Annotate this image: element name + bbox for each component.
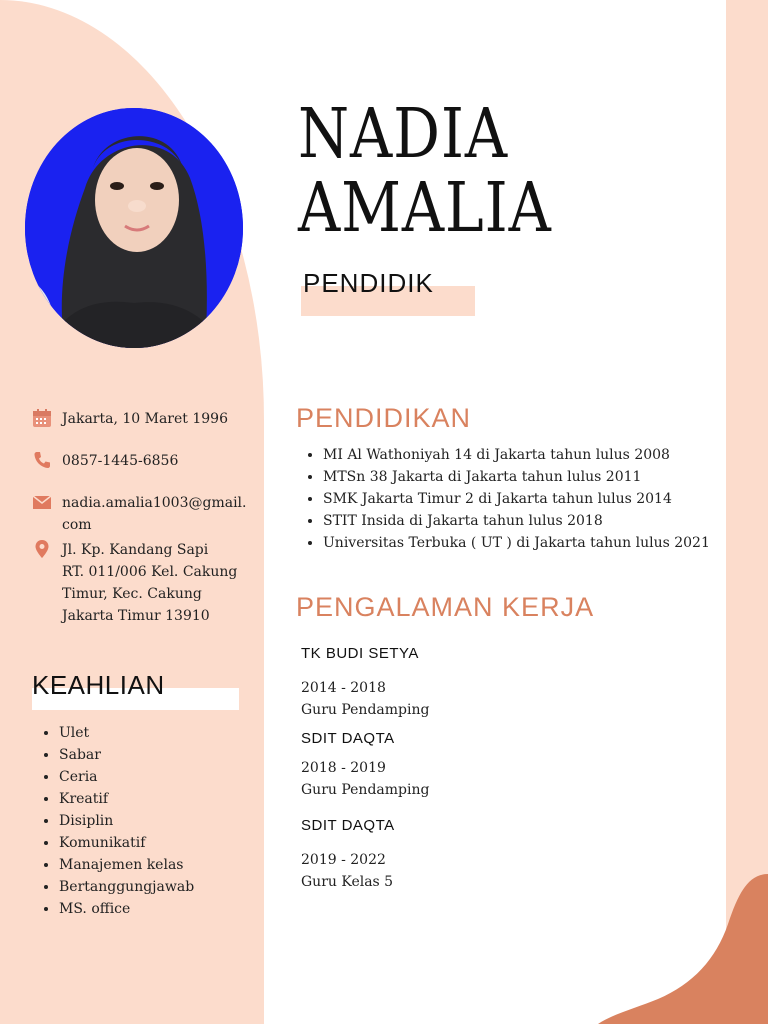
role-title: PENDIDIK — [303, 268, 434, 298]
skills-list — [24, 722, 194, 920]
skill-item: • Disiplin — [59, 810, 194, 832]
birth-text: Jakarta, 10 Maret 1996 — [62, 411, 228, 427]
experience-title: PENGALAMAN KERJA — [296, 592, 595, 622]
education-item: • MTSn 38 Jakarta di Jakarta tahun lulus 2011 — [323, 466, 710, 488]
last-name: AMALIA — [298, 169, 552, 248]
address-line: Jl. Kp. Kandang Sapi — [62, 542, 209, 558]
education-item: • STIT Insida di Jakarta tahun lulus 2018 — [323, 510, 710, 532]
address-line: RT. 011/006 Kel. Cakung — [62, 564, 238, 580]
skill-item: • Komunikatif — [59, 832, 194, 854]
skill-item: • Ulet — [59, 722, 194, 744]
skill-item: • MS. office — [59, 898, 194, 920]
full-name — [298, 95, 552, 248]
job-position: Guru Kelas 5 — [301, 874, 394, 890]
education-item: • MI Al Wathoniyah 14 di Jakarta tahun lulus 2008 — [323, 444, 710, 466]
skill-item: • Sabar — [59, 744, 194, 766]
calendar-icon — [32, 408, 52, 428]
phone-text[interactable]: 0857-1445-6856 — [62, 453, 179, 469]
skills-title: KEAHLIAN — [32, 670, 165, 700]
job-company: SDIT DAQTA — [301, 730, 395, 747]
right-edge-strip — [726, 0, 768, 1024]
decorative-corner-blob — [598, 874, 768, 1024]
contact-phone — [32, 450, 242, 472]
job-position: Guru Pendamping — [301, 782, 430, 798]
job-company: TK BUDI SETYA — [301, 645, 419, 662]
skill-item: • Manajemen kelas — [59, 854, 194, 876]
education-list — [288, 444, 710, 554]
contact-address — [32, 539, 242, 627]
job-company: SDIT DAQTA — [301, 817, 395, 834]
contact-birth — [32, 408, 242, 430]
contact-email — [32, 492, 247, 536]
job-position: Guru Pendamping — [301, 702, 430, 718]
skill-item: • Ceria — [59, 766, 194, 788]
job-period: 2018 - 2019 — [301, 760, 386, 776]
address-text — [62, 539, 242, 627]
first-name: NADIA — [298, 95, 508, 174]
mail-icon — [32, 492, 52, 512]
job-period: 2014 - 2018 — [301, 680, 386, 696]
education-item: • Universitas Terbuka ( UT ) di Jakarta tahun lulus 2021 — [323, 532, 710, 554]
location-pin-icon — [32, 539, 52, 559]
job-period: 2019 - 2022 — [301, 852, 386, 868]
skill-item: • Bertanggungjawab — [59, 876, 194, 898]
email-line-2: com — [62, 517, 92, 533]
address-line: Jakarta Timur 13910 — [62, 608, 210, 624]
address-line: Timur, Kec. Cakung — [62, 586, 202, 602]
skill-item: • Kreatif — [59, 788, 194, 810]
profile-photo — [25, 108, 243, 348]
email-line-1: nadia.amalia1003@gmail. — [62, 495, 247, 511]
email-text[interactable] — [62, 492, 247, 536]
education-title: PENDIDIKAN — [296, 403, 472, 433]
phone-icon — [32, 450, 52, 470]
portrait-photo-icon — [25, 108, 243, 348]
education-item: • SMK Jakarta Timur 2 di Jakarta tahun lulus 2014 — [323, 488, 710, 510]
